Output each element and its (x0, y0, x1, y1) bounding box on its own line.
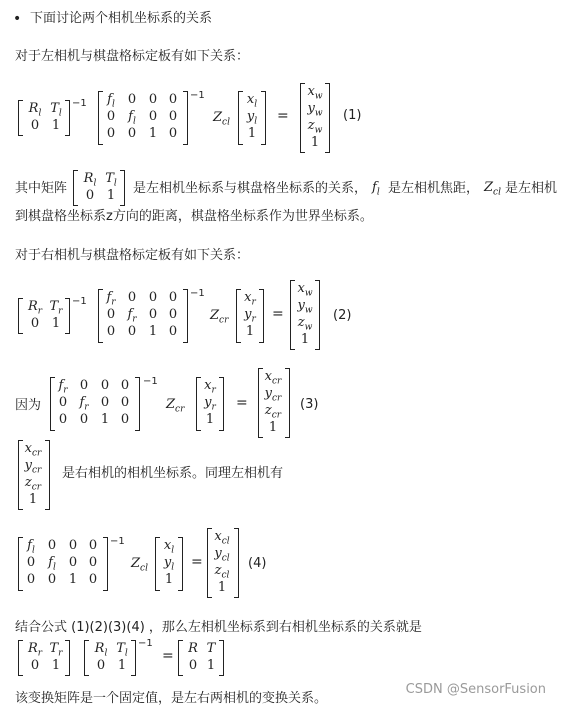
inverse-sup: −1 (190, 288, 205, 299)
inverse-sup: −1 (72, 98, 87, 109)
equals-sign: = (191, 554, 203, 570)
inverse-sup: −1 (143, 376, 158, 387)
matrix-rl-tl-final: $R_l$ $T_l$ 0 1 (84, 640, 136, 676)
because-text: 因为 (15, 398, 42, 413)
left-explain-2: 到棋盘格坐标系z方向的距离，棋盘格坐标系作为世界坐标系。 (15, 209, 373, 224)
equals-sign: = (272, 306, 284, 322)
section-title: 下面讨论两个相机坐标系的关系 (30, 11, 213, 26)
combine-text: 结合公式 (1)(2)(3)(4) ，那么左相机坐标系到右相机坐标系的关系就是 (15, 620, 422, 635)
matrix-rl-tl: $R_l$ $T_l$ 0 1 (18, 100, 70, 136)
matrix-rr-tr-final: $R_r$ $T_r$ 0 1 (18, 640, 70, 676)
matrix-rr-tr: $R_r$ $T_r$ 0 1 (18, 298, 70, 334)
left-intro: 对于左相机与棋盘格标定板有如下关系： (15, 49, 250, 64)
vector-xr: $x_r$ $y_r$ 1 (236, 289, 264, 343)
matrix-focal-right: $f_r$ 0 0 0 0 $f_r$ 0 0 0 0 1 0 (98, 289, 188, 343)
equation-number-3: (3) (300, 397, 319, 412)
matrix-r-t: R T 0 1 (178, 640, 224, 676)
right-explain: 是右相机的相机坐标系。同理左相机有 (62, 466, 284, 481)
equals-sign: = (162, 648, 174, 664)
equals-sign: = (236, 395, 248, 411)
vector-xr-3: $x_r$ $y_r$ 1 (196, 377, 224, 431)
vector-xw-2: $x_w$ $y_w$ $z_w$ 1 (290, 280, 320, 350)
left-explain-1b: 是左相机坐标系与棋盘格坐标系的关系， (133, 181, 368, 196)
fl-symbol: $f_l$ (372, 180, 380, 198)
vector-xcr: $x_{cr}$ $y_{cr}$ $z_{cr}$ 1 (258, 368, 290, 438)
right-intro: 对于右相机与棋盘格标定板有如下关系： (15, 248, 250, 263)
left-explain-1d: 是左相机 (505, 181, 558, 196)
zcl-symbol: $Z_{cl}$ (213, 110, 230, 128)
equation-number-1: (1) (343, 108, 362, 123)
inverse-sup: −1 (72, 296, 87, 307)
matrix-focal-right-3: $f_r$ 0 0 0 0 $f_r$ 0 0 0 0 1 0 (50, 377, 140, 431)
equation-number-4: (4) (248, 556, 267, 571)
zcl-inline-symbol: $Z_{cl}$ (484, 180, 501, 198)
equals-sign: = (277, 108, 289, 124)
inverse-sup: −1 (110, 536, 125, 547)
final-text: 该变换矩阵是一个固定值，是左右两相机的变换关系。 (15, 691, 328, 706)
vector-xcl: $x_{cl}$ $y_{cl}$ $z_{cl}$ 1 (207, 528, 239, 598)
matrix-inline-rl-tl: $R_l$ $T_l$ 0 1 (73, 170, 125, 206)
vector-xcr-inline: $x_{cr}$ $y_{cr}$ $z_{cr}$ 1 (18, 440, 50, 510)
zcr-symbol: $Z_{cr}$ (166, 397, 185, 415)
zcr-symbol: $Z_{cr}$ (210, 308, 229, 326)
zcl-symbol: $Z_{cl}$ (131, 556, 148, 574)
bullet-icon: • (13, 11, 22, 27)
matrix-focal-left: $f_l$ 0 0 0 0 $f_l$ 0 0 0 0 1 0 (98, 91, 188, 145)
equation-number-2: (2) (333, 308, 352, 323)
vector-xl: $x_l$ $y_l$ 1 (238, 91, 266, 145)
left-explain-1c: 是左相机焦距， (388, 181, 480, 196)
watermark: CSDN @SensorFusion (405, 682, 546, 697)
vector-xw: $x_w$ $y_w$ $z_w$ 1 (300, 83, 330, 153)
left-explain-1a: 其中矩阵 (15, 181, 68, 196)
inverse-sup: −1 (138, 638, 153, 649)
vector-xl-4: $x_l$ $y_l$ 1 (155, 537, 183, 591)
matrix-focal-left-4: $f_l$ 0 0 0 0 $f_l$ 0 0 0 0 1 0 (18, 537, 108, 591)
inverse-sup: −1 (190, 90, 205, 101)
